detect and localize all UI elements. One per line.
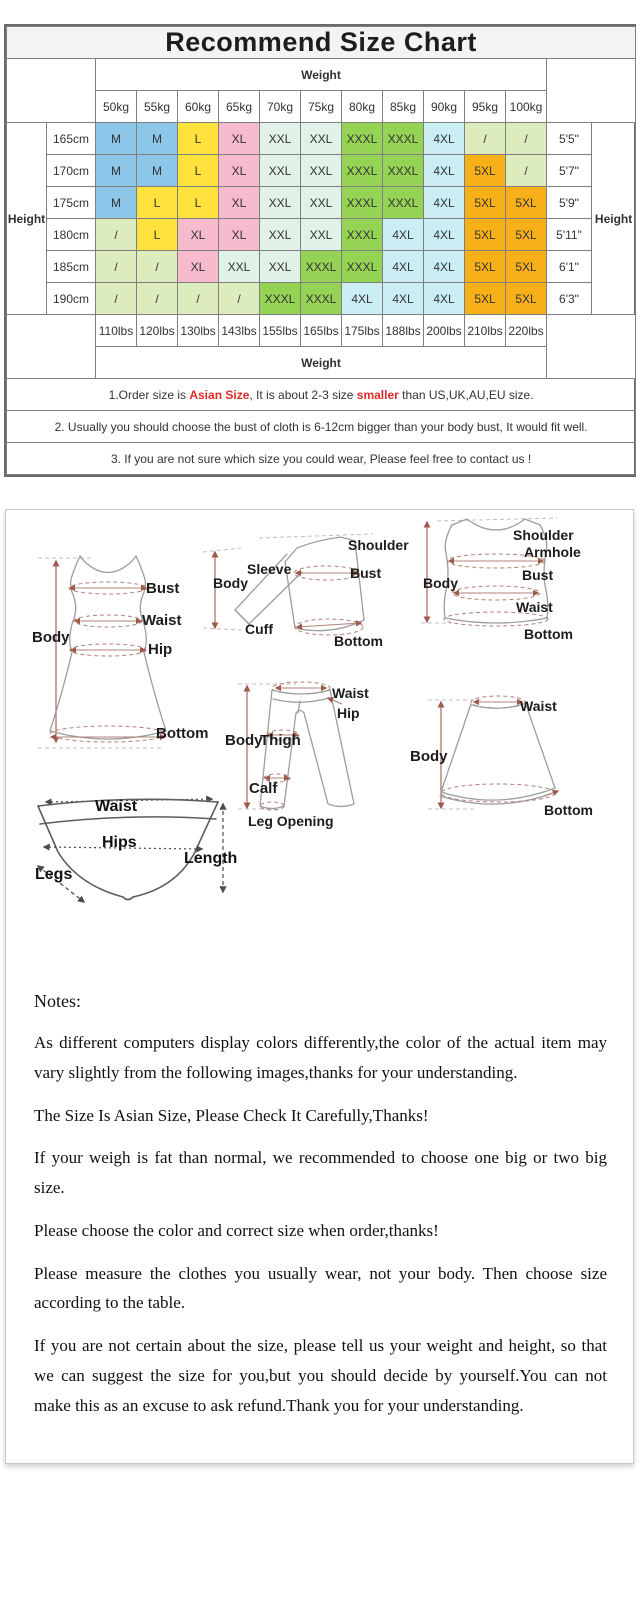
height-ft-cell: 5'7" — [547, 155, 592, 187]
size-cell: 5XL — [506, 283, 547, 315]
height-ft-cell: 6'3" — [547, 283, 592, 315]
skirt-waist-label: Waist — [520, 698, 557, 714]
size-cell: XL — [219, 219, 260, 251]
kg-cell: 100kg — [506, 91, 547, 123]
note3-cell: 3. If you are not sure which size you could wear, Please feel free to contact us ! — [7, 443, 636, 475]
size-cell: 4XL — [424, 123, 465, 155]
size-cell: XXXL — [383, 187, 424, 219]
height-ft-cell: 5'11" — [547, 219, 592, 251]
size-cell: XXXL — [342, 251, 383, 283]
lbs-cell: 220lbs — [506, 315, 547, 347]
size-cell: XXXL — [342, 155, 383, 187]
note-paragraph: If your weigh is fat than normal, we recommended to choose one big or two big size. — [34, 1148, 607, 1197]
shirt-shoulder-label: Shoulder — [348, 537, 409, 553]
kg-cell: 90kg — [424, 91, 465, 123]
size-cell: 4XL — [424, 187, 465, 219]
measurement-info-box — [5, 509, 634, 1464]
size-cell: XXL — [260, 219, 301, 251]
note2-cell: 2. Usually you should choose the bust of cloth is 6-12cm bigger than your body bust, It would fit well. — [7, 411, 636, 443]
shirt-bottom-label: Bottom — [334, 633, 383, 649]
size-cell: M — [137, 155, 178, 187]
side-cell-left — [7, 315, 96, 379]
note-paragraph: As different computers display colors differently,the color of the actual item may vary slightly from the following images,thanks for your understanding. — [34, 1033, 607, 1082]
lbs-cell: 210lbs — [465, 315, 506, 347]
size-cell: 4XL — [383, 251, 424, 283]
size-cell: XXXL — [342, 187, 383, 219]
size-cell: 4XL — [424, 219, 465, 251]
note-paragraph: Please choose the color and correct size when order,thanks! — [34, 1220, 439, 1240]
size-cell: 4XL — [342, 283, 383, 315]
kg-cell: 95kg — [465, 91, 506, 123]
notes-paragraphs — [34, 1028, 607, 1420]
note1-highlight-asian-size: Asian Size — [189, 387, 250, 402]
size-cell: XXXL — [301, 283, 342, 315]
kg-cell: 70kg — [260, 91, 301, 123]
size-cell: / — [137, 283, 178, 315]
corner-cell-left — [7, 59, 96, 123]
height-cm-cell: 185cm — [47, 251, 96, 283]
note1-suffix: than US,UK,AU,EU size. — [398, 387, 534, 402]
dress-waist-label: Waist — [142, 612, 182, 629]
size-row — [7, 123, 636, 155]
lbs-cell: 120lbs — [137, 315, 178, 347]
note3-row — [7, 443, 636, 475]
size-row — [7, 187, 636, 219]
size-cell: L — [137, 187, 178, 219]
lbs-cell: 110lbs — [96, 315, 137, 347]
size-cell: L — [178, 187, 219, 219]
dress-hip-label: Hip — [148, 641, 173, 658]
size-cell: 5XL — [506, 219, 547, 251]
size-cell: M — [96, 187, 137, 219]
height-label-right: Height — [592, 123, 636, 315]
lbs-cell: 188lbs — [383, 315, 424, 347]
lbs-cell: 143lbs — [219, 315, 260, 347]
size-cell: L — [137, 219, 178, 251]
kg-cell: 75kg — [301, 91, 342, 123]
pants-leg-opening-label: Leg Opening — [248, 813, 334, 829]
size-row — [7, 155, 636, 187]
size-cell: 4XL — [424, 251, 465, 283]
size-cell: / — [96, 251, 137, 283]
size-cell: 4XL — [424, 155, 465, 187]
size-cell: / — [506, 155, 547, 187]
kg-cell: 65kg — [219, 91, 260, 123]
size-cell: / — [178, 283, 219, 315]
vest-shoulder-label: Shoulder — [513, 527, 574, 543]
weight-header: Weight — [96, 59, 547, 91]
vest-armhole-label: Armhole — [524, 544, 581, 560]
size-chart-box — [4, 24, 636, 477]
size-cell: M — [137, 123, 178, 155]
title-row — [7, 27, 636, 59]
measurement-diagrams — [6, 510, 633, 965]
size-cell: XL — [219, 187, 260, 219]
height-cm-cell: 190cm — [47, 283, 96, 315]
vest-body-label: Body — [423, 575, 458, 591]
size-row — [7, 283, 636, 315]
corner-cell-right — [547, 59, 636, 123]
size-cell: XL — [178, 219, 219, 251]
notes-heading: Notes: — [34, 991, 81, 1011]
note1-row — [7, 379, 636, 411]
note1-mid: , It is about 2-3 size — [249, 387, 357, 402]
size-cell: / — [96, 283, 137, 315]
size-cell: / — [465, 123, 506, 155]
kg-cell: 50kg — [96, 91, 137, 123]
height-cm-cell: 175cm — [47, 187, 96, 219]
size-cell: 4XL — [383, 283, 424, 315]
size-cell: / — [506, 123, 547, 155]
side-cell-right — [547, 315, 636, 379]
dress-bottom-label: Bottom — [156, 725, 209, 742]
size-cell: XXL — [260, 251, 301, 283]
pants-body-label: Body — [225, 732, 263, 749]
weight-footer: Weight — [96, 347, 547, 379]
vest-bottom-label: Bottom — [524, 626, 573, 642]
size-cell: 5XL — [465, 155, 506, 187]
size-cell: / — [96, 219, 137, 251]
note1-cell — [7, 379, 636, 411]
size-cell: XXXL — [383, 123, 424, 155]
note-paragraph: Please measure the clothes you usually wear, not your body. Then choose size according to the table. — [34, 1263, 607, 1313]
note2-row — [7, 411, 636, 443]
size-cell: XXXL — [342, 219, 383, 251]
size-cell: XXXL — [260, 283, 301, 315]
size-cell: XXL — [260, 187, 301, 219]
size-cell: 5XL — [465, 187, 506, 219]
shirt-bust-label: Bust — [350, 565, 382, 581]
vest-waist-label: Waist — [516, 599, 553, 615]
size-cell: XXL — [301, 123, 342, 155]
dress-bust-label: Bust — [146, 580, 180, 597]
shirt-cuff-label: Cuff — [245, 621, 273, 637]
kg-cell: 80kg — [342, 91, 383, 123]
height-label-left: Height — [7, 123, 47, 315]
size-cell: / — [219, 283, 260, 315]
size-cell: XXL — [301, 155, 342, 187]
shirt-sleeve-label: Sleeve — [247, 561, 292, 577]
height-ft-cell: 6'1" — [547, 251, 592, 283]
pants-waist-label: Waist — [332, 685, 369, 701]
height-ft-cell: 5'5" — [547, 123, 592, 155]
size-cell: 5XL — [506, 187, 547, 219]
size-cell: M — [96, 155, 137, 187]
size-cell: L — [178, 123, 219, 155]
underwear-length-label: Length — [184, 850, 238, 867]
pants-hip-label: Hip — [337, 705, 360, 721]
pants-thigh-label: Thigh — [260, 732, 301, 749]
height-cm-cell: 170cm — [47, 155, 96, 187]
size-cell: XL — [178, 251, 219, 283]
size-cell: XXL — [301, 219, 342, 251]
size-row — [7, 219, 636, 251]
kg-cell: 55kg — [137, 91, 178, 123]
vest-bust-label: Bust — [522, 567, 554, 583]
size-cell: 4XL — [424, 283, 465, 315]
note-paragraph: The Size Is Asian Size, Please Check It Carefully,Thanks! — [34, 1105, 429, 1125]
dress-body-label: Body — [32, 629, 70, 646]
size-cell: XXXL — [301, 251, 342, 283]
underwear-hips-label: Hips — [102, 834, 137, 851]
skirt-bottom-label: Bottom — [544, 802, 593, 818]
chart-title: Recommend Size Chart — [165, 27, 477, 57]
lbs-cell: 175lbs — [342, 315, 383, 347]
size-cell: XL — [219, 155, 260, 187]
kg-cell: 60kg — [178, 91, 219, 123]
size-cell: XXL — [260, 155, 301, 187]
height-ft-cell: 5'9" — [547, 187, 592, 219]
note-paragraph: If you are not certain about the size, please tell us your weight and height, so that we can suggest the size for you,but you should decide by yourself.You can not make this as an excuse to ask refund.Thank you for your understanding. — [34, 1336, 607, 1415]
size-cell: 5XL — [465, 219, 506, 251]
lbs-cell: 165lbs — [301, 315, 342, 347]
note1-prefix: 1.Order size is — [108, 387, 190, 402]
chart-title-cell — [7, 27, 636, 59]
lbs-row — [7, 315, 636, 347]
size-chart-table — [6, 26, 636, 475]
size-cell: 5XL — [506, 251, 547, 283]
height-cm-cell: 180cm — [47, 219, 96, 251]
skirt-body-label: Body — [410, 748, 448, 765]
kg-cell: 85kg — [383, 91, 424, 123]
size-cell: 5XL — [465, 283, 506, 315]
lbs-cell: 200lbs — [424, 315, 465, 347]
weight-footer-row — [7, 347, 636, 379]
size-row — [7, 251, 636, 283]
lbs-cell: 155lbs — [260, 315, 301, 347]
size-cell: / — [137, 251, 178, 283]
size-cell: XXL — [219, 251, 260, 283]
size-cell: L — [178, 155, 219, 187]
lbs-cell: 130lbs — [178, 315, 219, 347]
note1-highlight-smaller: smaller — [356, 387, 399, 402]
size-cell: 4XL — [383, 219, 424, 251]
size-cell: XL — [219, 123, 260, 155]
size-cell: 5XL — [465, 251, 506, 283]
kg-header-row — [7, 91, 636, 123]
size-cell: XXL — [260, 123, 301, 155]
weight-header-row — [7, 59, 636, 91]
height-cm-cell: 165cm — [47, 123, 96, 155]
size-cell: XXXL — [342, 123, 383, 155]
shirt-body-label: Body — [213, 575, 248, 591]
notes-section — [6, 965, 633, 1463]
underwear-waist-label: Waist — [95, 798, 138, 815]
underwear-legs-label: Legs — [35, 866, 73, 883]
size-cell: XXL — [301, 187, 342, 219]
size-cell: XXXL — [383, 155, 424, 187]
size-cell: M — [96, 123, 137, 155]
pants-calf-label: Calf — [249, 780, 278, 797]
